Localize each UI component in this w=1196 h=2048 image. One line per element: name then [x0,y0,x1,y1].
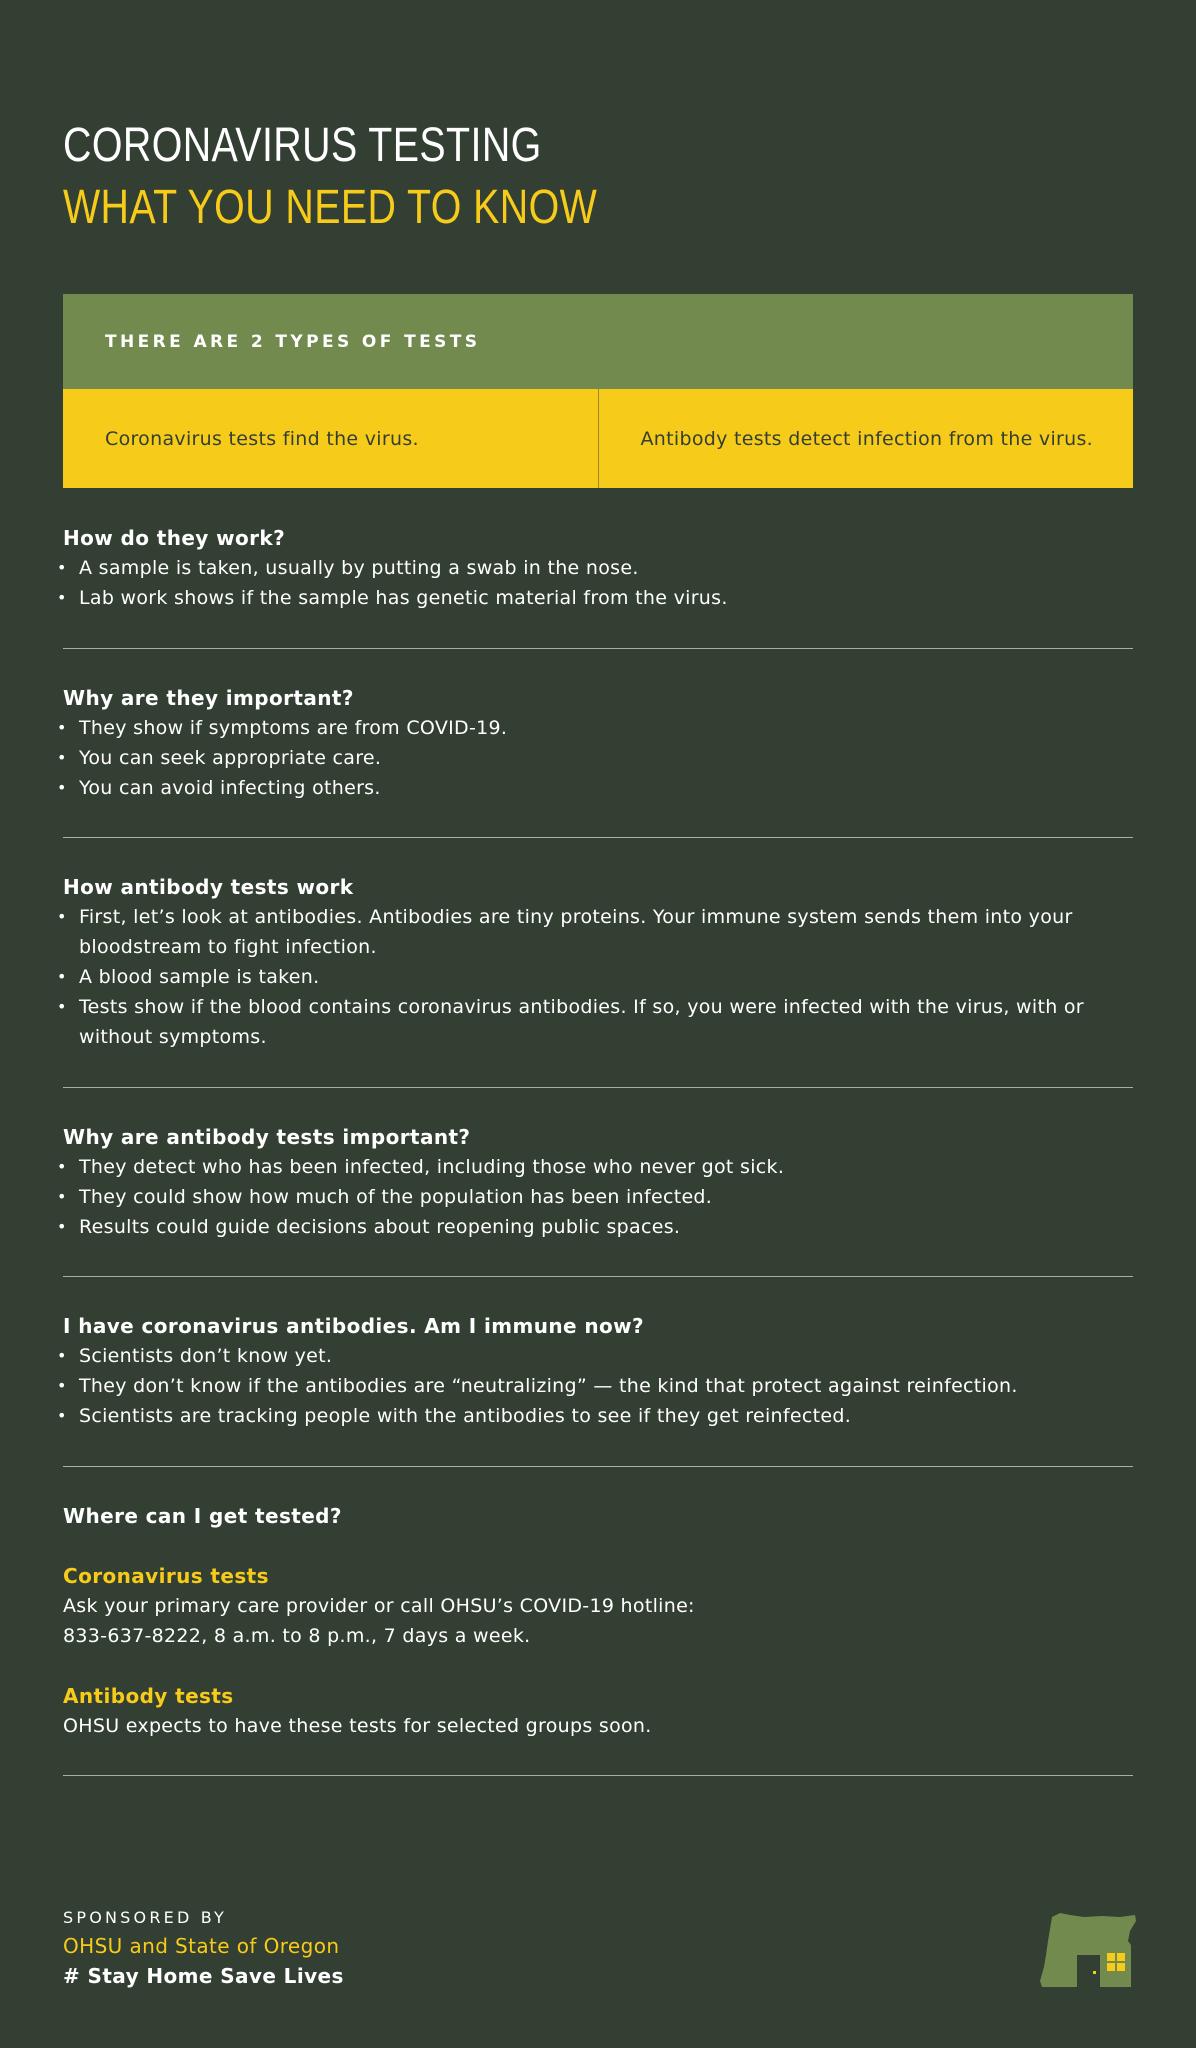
hotline-info: 833-637-8222, 8 a.m. to 8 p.m., 7 days a week. [63,1625,531,1647]
bullet-item: • Results could guide decisions about reopening public spaces. [63,1212,1133,1242]
divider [63,1466,1133,1467]
bullet-item: • You can avoid infecting others. [63,773,1133,803]
coronavirus-tests-subheading: Coronavirus tests [63,1564,269,1588]
bullet-item: • Scientists don’t know yet. [63,1341,1133,1371]
divider [63,837,1133,838]
divider [63,1775,1133,1776]
title-line-1: CORONAVIRUS TESTING [63,119,542,172]
bullet-list [63,1341,1133,1431]
sponsor-label: SPONSORED BY [63,1908,228,1927]
bullet-item: • They don’t know if the antibodies are “neutralizing” — the kind that protect against reinfection. [63,1371,1133,1401]
bullet-item: • Lab work shows if the sample has genetic material from the virus. [63,583,1133,613]
hashtag: # Stay Home Save Lives [63,1964,344,1988]
antibody-tests-subheading: Antibody tests [63,1684,234,1708]
section-heading: Why are they important? [63,686,354,710]
sponsor-block [63,1905,344,1991]
bullet-item: • A blood sample is taken. [63,962,1133,992]
bullet-list [63,713,1133,803]
bullet-list [63,553,1133,613]
test-types-row [63,389,1133,488]
divider [63,648,1133,649]
antibody-tests-info: OHSU expects to have these tests for selected groups soon. [63,1715,652,1737]
section-heading: Why are antibody tests important? [63,1125,471,1149]
oregon-house-icon [1040,1911,1138,1987]
section-how-they-work [63,523,1133,613]
bullet-list [63,902,1133,1052]
test-types-table [63,294,1133,488]
section-why-antibody-tests-important [63,1122,1133,1242]
antibody-test-cell: Antibody tests detect infection from the virus. [598,389,1134,488]
bullet-item: • You can seek appropriate care. [63,743,1133,773]
divider [63,1087,1133,1088]
bullet-list [63,1152,1133,1242]
bullet-item: • They could show how much of the population has been infected. [63,1182,1133,1212]
coronavirus-tests-info: Ask your primary care provider or call OHSU’s COVID-19 hotline: [63,1595,695,1617]
section-heading: I have coronavirus antibodies. Am I immune now? [63,1314,644,1338]
section-where-tested [63,1501,1133,1741]
bullet-item: • They detect who has been infected, including those who never got sick. [63,1152,1133,1182]
section-heading: Where can I get tested? [63,1504,342,1528]
bullet-item: • A sample is taken, usually by putting a swab in the nose. [63,553,1133,583]
section-heading: How do they work? [63,526,286,550]
bullet-item: • First, let’s look at antibodies. Antibodies are tiny proteins. Your immune system sends them into your bloodstream to fight infection. [63,902,1133,962]
title-line-2: WHAT YOU NEED TO KNOW [63,181,598,234]
section-why-important [63,683,1133,803]
divider [63,1276,1133,1277]
section-am-i-immune [63,1311,1133,1431]
bullet-item: • Scientists are tracking people with the antibodies to see if they get reinfected. [63,1401,1133,1431]
sponsor-name: OHSU and State of Oregon [63,1934,340,1958]
section-heading: How antibody tests work [63,875,354,899]
bullet-item: • Tests show if the blood contains coronavirus antibodies. If so, you were infected with the virus, with or without symptoms. [63,992,1133,1052]
bullet-item: • They show if symptoms are from COVID-19. [63,713,1133,743]
coronavirus-test-cell: Coronavirus tests find the virus. [105,427,419,450]
test-types-header: THERE ARE 2 TYPES OF TESTS [63,294,1133,389]
section-how-antibody-tests-work [63,872,1133,1052]
